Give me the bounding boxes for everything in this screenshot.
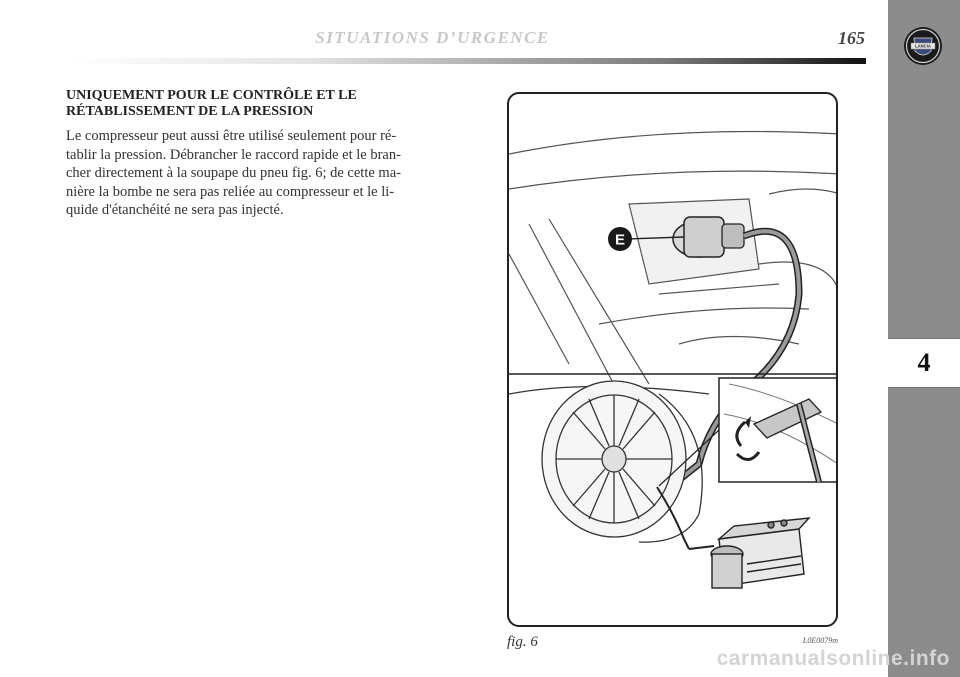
section-heading [66, 88, 466, 120]
body-line: quide d'étanchéité ne sera pas injecté. [66, 202, 284, 218]
body-line: Le compresseur peut aussi être utilisé seulement pour ré- [66, 128, 397, 144]
page-number: 165 [838, 28, 865, 48]
figure-illustration [507, 92, 838, 627]
logo-text: LANCIA [915, 43, 931, 49]
body-paragraph [66, 127, 450, 220]
figure-caption: fig. 6 [507, 634, 538, 650]
header-rule [66, 58, 866, 64]
body-line: nière la bombe ne sera pas reliée au compresseur et le li- [66, 183, 395, 200]
figure-code: L0E0079m [802, 636, 838, 645]
section-heading-line: UNIQUEMENT POUR LE CONTRÔLE ET LE [66, 88, 357, 103]
callout-label: E [614, 231, 626, 249]
running-header-title: SITUATIONS D’URGENCE [315, 28, 550, 47]
compressor-illustration [509, 94, 838, 627]
body-line: tablir la pression. Débrancher le raccord rapide et le bran- [66, 146, 401, 163]
lancia-logo-icon [903, 26, 943, 66]
section-heading-line: RÉTABLISSEMENT DE LA PRESSION [66, 104, 314, 119]
chapter-number: 4 [888, 338, 960, 388]
watermark: carmanualsonline.info [716, 647, 950, 670]
body-line: cher directement à la soupape du pneu fig. 6; de cette ma- [66, 165, 401, 181]
